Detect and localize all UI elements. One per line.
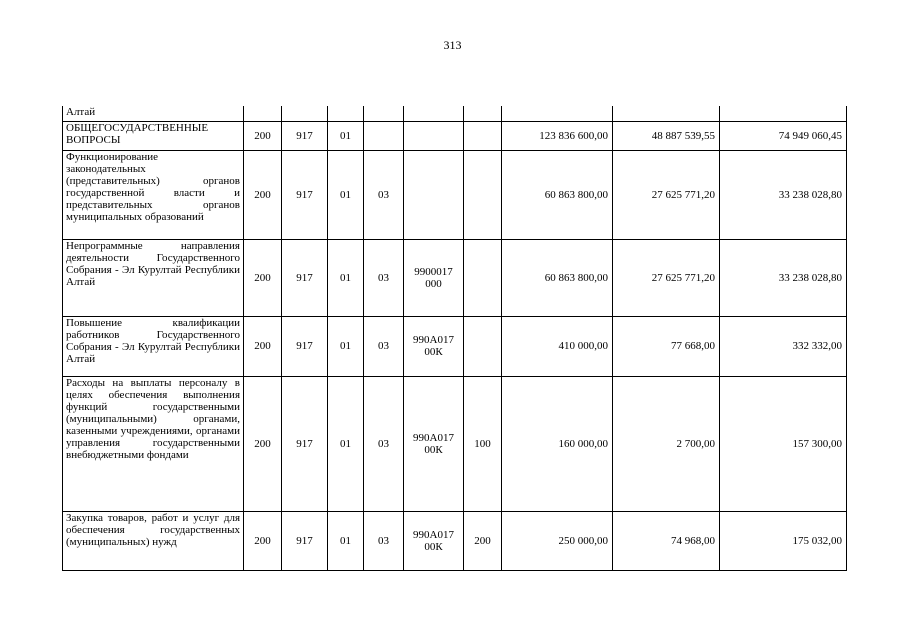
table-row <box>63 121 847 150</box>
cell-sum-rest: 332 332,00 <box>720 316 847 376</box>
cell-sum-plan: 60 863 800,00 <box>502 239 613 316</box>
cell-vr <box>464 239 502 316</box>
cell-sum-exec: 27 625 771,20 <box>613 239 720 316</box>
cell-gr: 200 <box>244 376 282 511</box>
cell-sum-plan: 160 000,00 <box>502 376 613 511</box>
budget-table <box>62 106 847 571</box>
cell-gr: 200 <box>244 121 282 150</box>
cell-rz: 01 <box>328 316 364 376</box>
cell-vr <box>464 121 502 150</box>
cell-ved: 917 <box>282 121 328 150</box>
row-name: Непрограммные направления деятельности Государственного Собрания - Эл Курултай Республики Алтай <box>63 239 244 316</box>
table-row <box>63 239 847 316</box>
cell-gr: 200 <box>244 150 282 239</box>
cell-sum-exec: 2 700,00 <box>613 376 720 511</box>
row-name: ОБЩЕГОСУДАРСТВЕННЫЕ ВОПРОСЫ <box>63 121 244 150</box>
row-name: Алтай <box>63 106 244 121</box>
cell-sum-exec: 27 625 771,20 <box>613 150 720 239</box>
cell-sum-rest: 175 032,00 <box>720 511 847 570</box>
cell-sum-exec: 77 668,00 <box>613 316 720 376</box>
cell-gr: 200 <box>244 316 282 376</box>
cell-ved: 917 <box>282 150 328 239</box>
cell-pr <box>364 106 404 121</box>
table-row <box>63 150 847 239</box>
cell-csr: 990А017 00К <box>404 511 464 570</box>
table-row <box>63 106 847 121</box>
cell-vr <box>464 316 502 376</box>
cell-sum-rest: 33 238 028,80 <box>720 150 847 239</box>
cell-rz <box>328 106 364 121</box>
cell-csr <box>404 121 464 150</box>
cell-sum-plan: 60 863 800,00 <box>502 150 613 239</box>
cell-csr: 990А017 00К <box>404 316 464 376</box>
cell-rz: 01 <box>328 511 364 570</box>
cell-pr: 03 <box>364 239 404 316</box>
cell-sum-exec <box>613 106 720 121</box>
cell-csr: 9900017 000 <box>404 239 464 316</box>
cell-csr <box>404 106 464 121</box>
cell-vr <box>464 150 502 239</box>
row-name: Расходы на выплаты персоналу в целях обеспечения выполнения функций государственными (муниципальными) органами, казенными учреждениями, органами управления государственными внебюджетными фондами <box>63 376 244 511</box>
cell-ved <box>282 106 328 121</box>
cell-csr <box>404 150 464 239</box>
page-number: 313 <box>443 38 462 52</box>
cell-pr: 03 <box>364 316 404 376</box>
cell-sum-rest <box>720 106 847 121</box>
cell-rz: 01 <box>328 376 364 511</box>
cell-sum-rest: 157 300,00 <box>720 376 847 511</box>
cell-sum-exec: 74 968,00 <box>613 511 720 570</box>
cell-gr: 200 <box>244 239 282 316</box>
cell-rz: 01 <box>328 121 364 150</box>
cell-pr: 03 <box>364 150 404 239</box>
cell-sum-exec: 48 887 539,55 <box>613 121 720 150</box>
table-row <box>63 376 847 511</box>
table-row <box>63 316 847 376</box>
cell-sum-plan: 250 000,00 <box>502 511 613 570</box>
cell-vr: 200 <box>464 511 502 570</box>
cell-sum-rest: 33 238 028,80 <box>720 239 847 316</box>
cell-csr: 990А017 00К <box>404 376 464 511</box>
cell-rz: 01 <box>328 239 364 316</box>
cell-sum-plan <box>502 106 613 121</box>
cell-sum-rest: 74 949 060,45 <box>720 121 847 150</box>
table-row <box>63 511 847 570</box>
cell-rz: 01 <box>328 150 364 239</box>
cell-ved: 917 <box>282 239 328 316</box>
cell-sum-plan: 410 000,00 <box>502 316 613 376</box>
cell-vr <box>464 106 502 121</box>
cell-pr: 03 <box>364 376 404 511</box>
cell-gr <box>244 106 282 121</box>
cell-ved: 917 <box>282 511 328 570</box>
cell-gr: 200 <box>244 511 282 570</box>
cell-vr: 100 <box>464 376 502 511</box>
row-name: Закупка товаров, работ и услуг для обеспечения государственных (муниципальных) нужд <box>63 511 244 570</box>
cell-pr: 03 <box>364 511 404 570</box>
cell-ved: 917 <box>282 376 328 511</box>
cell-ved: 917 <box>282 316 328 376</box>
cell-sum-plan: 123 836 600,00 <box>502 121 613 150</box>
cell-pr <box>364 121 404 150</box>
row-name: Функционирование законодательных (представительных) органов государственной власти и представительных органов муниципальных образований <box>63 150 244 239</box>
row-name: Повышение квалификации работников Государственного Собрания - Эл Курултай Республики Алтай <box>63 316 244 376</box>
